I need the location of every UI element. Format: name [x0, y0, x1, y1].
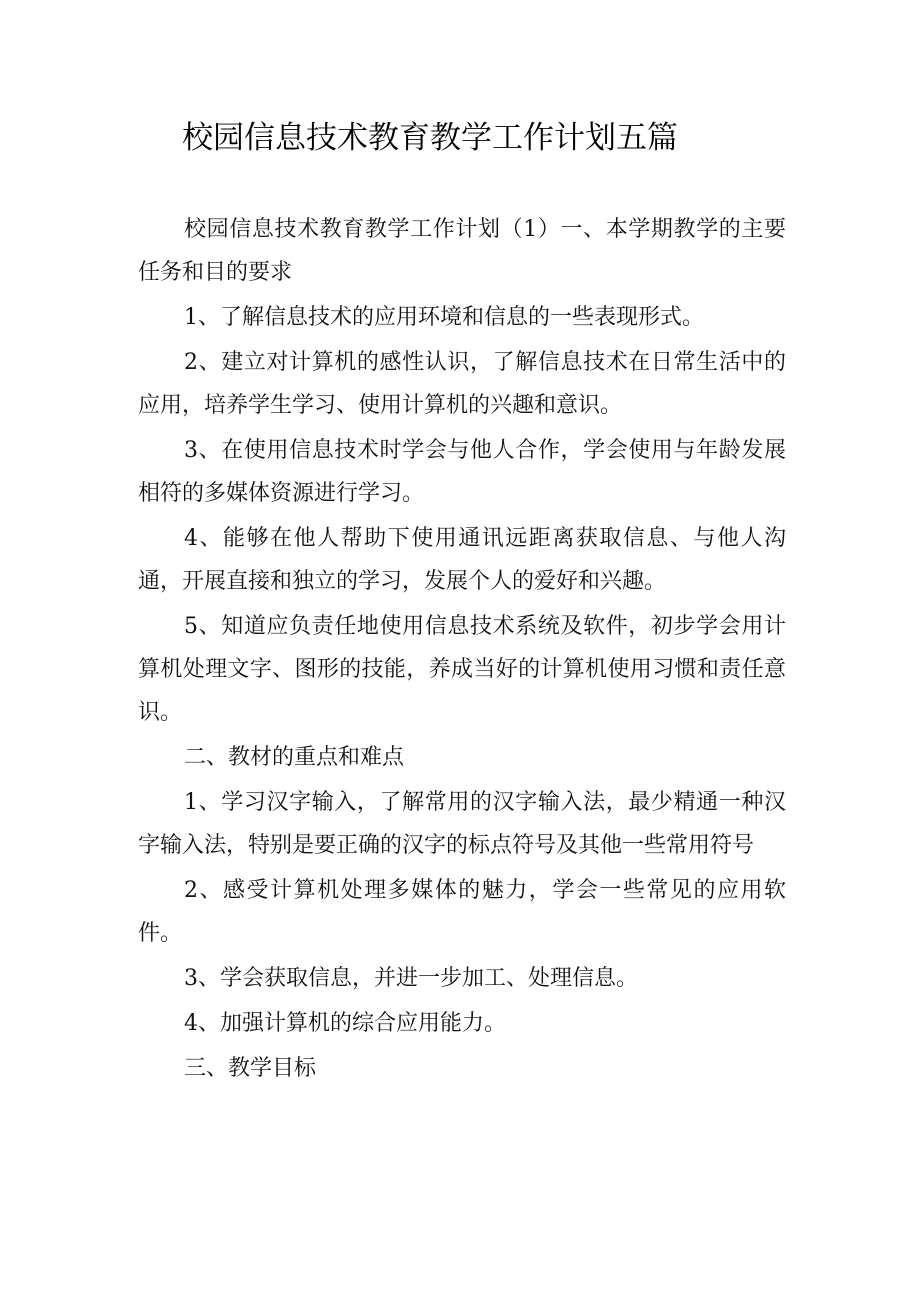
paragraph-key-2: 2、感受计算机处理多媒体的魅力，学会一些常见的应用软件。: [138, 878, 786, 946]
paragraph-goal-4: 4、能够在他人帮助下使用通讯远距离获取信息、与他人沟通，开展直接和独立的学习，发展个人的爱好和兴趣。: [138, 526, 786, 594]
section-heading-3: 三、教学目标: [184, 1056, 317, 1081]
paragraph-goal-3: 3、在使用信息技术时学会与他人合作，学会使用与年龄发展相符的多媒体资源进行学习。: [138, 438, 786, 506]
document-title: 校园信息技术教育教学工作计划五篇: [182, 120, 678, 156]
paragraph-goal-1: 1、了解信息技术的应用环境和信息的一些表现形式。: [184, 305, 704, 330]
paragraph-goal-5: 5、知道应负责任地使用信息技术系统及软件，初步学会用计算机处理文字、图形的技能，养成当好的计算机使用习惯和责任意识。: [138, 614, 786, 725]
section-heading-2: 二、教材的重点和难点: [184, 745, 405, 770]
document-body: [138, 208, 786, 1092]
paragraph-key-1: 1、学习汉字输入，了解常用的汉字输入法，最少精通一种汉字输入法，特别是要正确的汉字的标点符号及其他一些常用符号: [138, 790, 786, 858]
paragraph-intro: 校园信息技术教育教学工作计划（1）一、本学期教学的主要任务和目的要求: [138, 217, 786, 285]
paragraph-key-3: 3、学会获取信息，并进一步加工、处理信息。: [184, 966, 638, 991]
paragraph-goal-2: 2、建立对计算机的感性认识，了解信息技术在日常生活中的应用，培养学生学习、使用计算机的兴趣和意识。: [138, 350, 786, 418]
paragraph-key-4: 4、加强计算机的综合应用能力。: [184, 1011, 506, 1036]
